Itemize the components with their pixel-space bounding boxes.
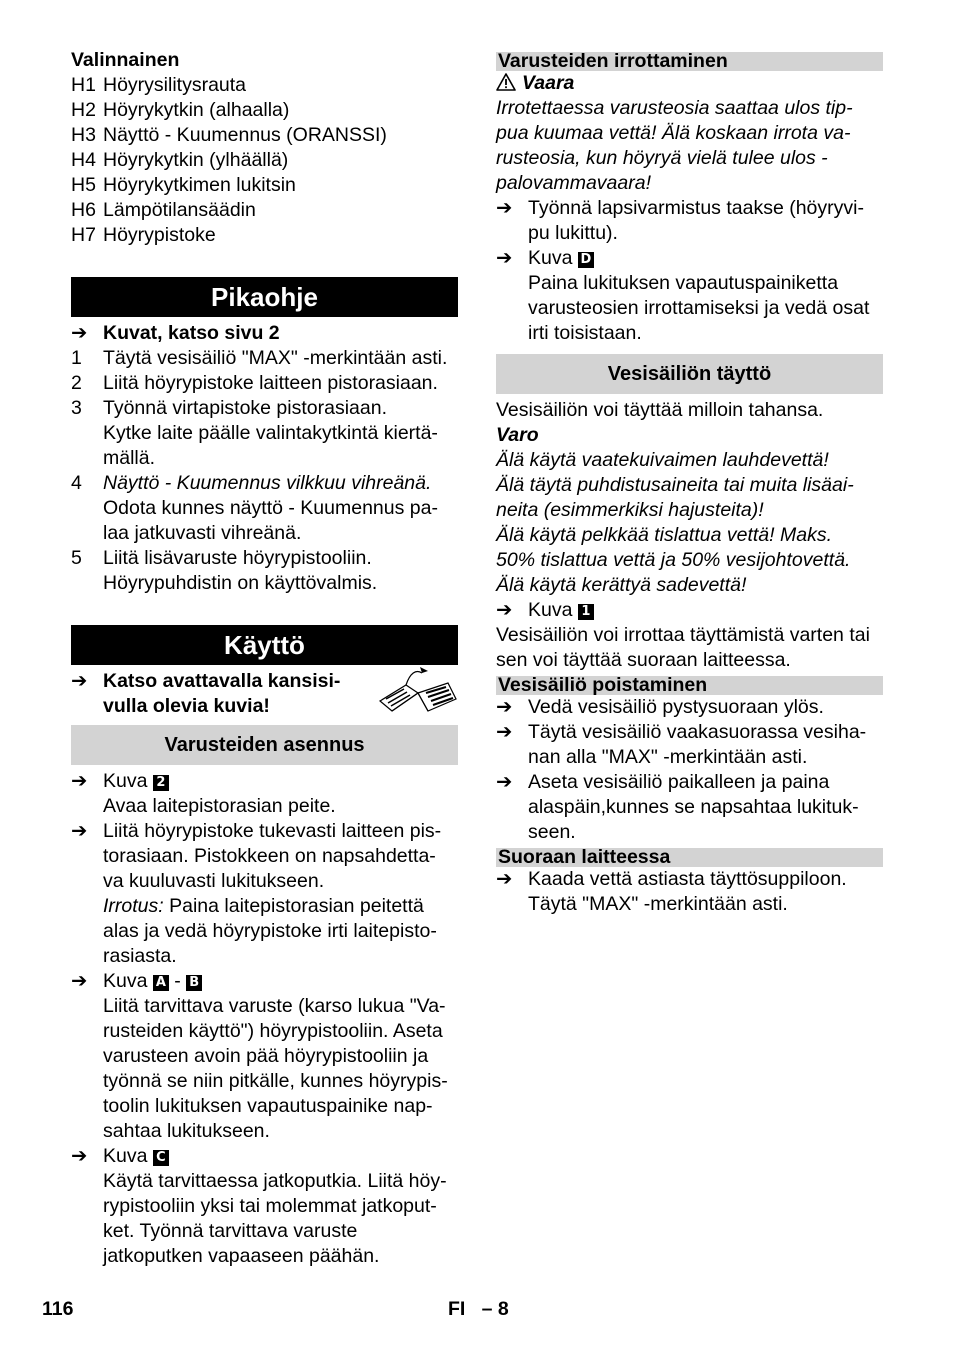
figure-reference: ➔ Kuva C (71, 1144, 458, 1169)
arrow-right-icon: ➔ (496, 247, 513, 269)
list-item: H7 Höyrypistoke (71, 224, 216, 246)
quick-step-cont: Odota kunnes näyttö - Kuumennus pa- (103, 497, 438, 519)
section-heading-attaching-accessories: Varusteiden asennus (71, 725, 458, 765)
optional-list (71, 73, 458, 248)
figure-badge: D (578, 252, 594, 268)
list-item: H4 Höyrykytkin (ylhäällä) (71, 149, 289, 171)
list-item: H1 Höyrysilitysrauta (71, 74, 247, 96)
figure-reference: ➔ Kuva D (496, 246, 883, 271)
subheading-removing-accessories: Varusteiden irrottaminen (496, 52, 883, 71)
figure-badge: 2 (153, 775, 169, 791)
section-heading-quick-guide: Pikaohje (71, 277, 458, 317)
quick-step-cont: laa jatkuvasti vihreänä. (103, 522, 302, 544)
arrow-right-icon: ➔ (496, 771, 513, 793)
operation-reference: ➔ Katso avattavalla kansisi- vulla olevia kuvia! (71, 669, 458, 719)
left-column: Valinnainen H1 Höyrysilitysrauta H2 Höyrykytkin (alhaalla) H3 Näyttö - Kuumennus (ORANSSI) H4 Höyrykytkin (ylhäällä) H5 Höyrykytkimen lukitsin H6 Lämpötilansäädin H7 Höyrypistoke Pikaohje ➔ Kuvat, katso sivu 2 1 Täytä vesisäiliö "MAX" -merkintään asti. 2 Liitä höyrypistoke laitteen pistorasiaan. 3 Työnnä virtapistoke pistorasiaan. Kytke laite päälle valintakytkintä kiertä- mällä. 4 Näyttö - Kuumennus vilkkuu vihreänä. Odota kunnes näyttö - Kuumennus pa- laa jatkuvasti vihreänä. 5 Liitä lisävaruste höyrypistooliin. Höyrypuhdistin on käyttövalmis. Käyttö ➔ Katso avattavalla kansisi- vulla olevia kuvia! Varusteiden asennus ➔ Kuva 2 Avaa laitepistorasian peite. ➔ Liitä höyrypistoke tukevasti laitteen pis- torasiaan. Pistokkeen on napsahdetta- va kuuluvasti lukitukseen. Irrotus: Paina laitepistorasian peitettä alas ja vedä höyrypistoke irti laitepisto- rasiasta. ➔ Kuva A - B Liitä tarvittava varuste (karso lukua "Va- rusteiden käyttö") höyrypistooliin. Aseta varusteen avoin pää höyrypistooliin ja työnnä se niin pitkälle, kunnes höyrypis- toolin lukituksen vapautuspainike nap- sahtaa lukitukseen. ➔ Kuva C Käytä tarvittaessa jatkoputkia. Liitä höy- rypistooliin yksi tai molemmat jatkoput- ket. Työnnä tarvittava varuste jatkoputken vapaaseen päähän. (71, 48, 458, 1269)
optional-title: Valinnainen (71, 49, 180, 71)
warning-icon (496, 73, 516, 91)
caution-label: Varo (496, 424, 539, 446)
figure-badge: 1 (578, 604, 594, 620)
arrow-right-icon: ➔ (71, 1145, 88, 1167)
quick-step: 5 Liitä lisävaruste höyrypistooliin. (71, 547, 372, 569)
quick-step: 1 Täytä vesisäiliö "MAX" -merkintään asti. (71, 347, 448, 369)
figure-badge: C (153, 1150, 169, 1166)
quick-step-cont: Kytke laite päälle valintakytkintä kiertä- (103, 422, 438, 444)
section-heading-operation: Käyttö (71, 625, 458, 665)
subheading-directly-in-device: Suoraan laitteessa (496, 848, 883, 867)
arrow-right-icon: ➔ (71, 670, 88, 692)
list-item: H2 Höyrykytkin (alhaalla) (71, 99, 290, 121)
quick-step: 4 Näyttö - Kuumennus vilkkuu vihreänä. (71, 472, 432, 494)
arrow-right-icon: ➔ (496, 599, 513, 621)
arrow-right-icon: ➔ (496, 721, 513, 743)
arrow-right-icon: ➔ (71, 322, 88, 344)
figure-reference: ➔ Kuva A - B (71, 969, 458, 994)
list-item: H5 Höyrykytkimen lukitsin (71, 174, 296, 196)
right-column: Varusteiden irrottaminen Vaara Irrotettaessa varusteosia saattaa ulos tip- pua kuumaa vettä! Älä koskaan irrota va- rusteosia, kun höyryä vielä tulee ulos - palovammavaara! ➔ Työnnä lapsivarmistus taakse (höyryvi- pu lukittu). ➔ Kuva D Paina lukituksen vapautuspainiketta varusteosien irrottamiseksi ja vedä osat irti toisistaan. Vesisäiliön täyttö Vesisäiliön voi täyttää milloin tahansa. Varo Älä käytä vaatekuivaimen lauhdevettä! Älä täytä puhdistusaineita tai muita lisäai- neita (esimmerkiksi hajusteita)! Älä käytä pelkkää tislattua vettä! Maks. 50% tislattua vettä ja 50% vesijohtovettä. Älä käytä kerättyä sadevettä! ➔ Kuva 1 Vesisäiliön voi irrottaa täyttämistä varten tai sen voi täyttää suoraan laitteessa. Vesisäiliö poistaminen ➔ Vedä vesisäiliö pystysuoraan ylös. ➔ Täytä vesisäiliö vaakasuorassa vesiha- nan alla "MAX" -merkintään asti. ➔ Aseta vesisäiliö paikalleen ja paina alaspäin,kunnes se napsahtaa lukituk- seen. Suoraan laitteessa ➔ Kaada vettä astiasta täyttösuppiloon. Täytä "MAX" -merkintään asti. (496, 48, 883, 917)
arrow-right-icon: ➔ (496, 868, 513, 890)
arrow-right-icon: ➔ (71, 820, 88, 842)
figure-badge: A (153, 975, 169, 991)
danger-label: Vaara (496, 71, 883, 96)
figure-badge: B (186, 975, 202, 991)
quick-step: 3 Työnnä virtapistoke pistorasiaan. (71, 397, 387, 419)
quick-step-cont: Höyrypuhdistin on käyttövalmis. (103, 572, 378, 594)
arrow-right-icon: ➔ (496, 696, 513, 718)
quick-step-cont: mällä. (103, 447, 156, 469)
language-page-label: FI – 8 (448, 1298, 509, 1320)
list-item: H3 Näyttö - Kuumennus (ORANSSI) (71, 124, 387, 146)
arrow-right-icon: ➔ (496, 197, 513, 219)
subheading-removing-tank: Vesisäiliö poistaminen (496, 676, 883, 695)
quick-step: 2 Liitä höyrypistoke laitteen pistorasiaan. (71, 372, 438, 394)
figure-reference: ➔ Kuva 1 (496, 598, 883, 623)
arrow-right-icon: ➔ (71, 770, 88, 792)
section-heading-filling-tank: Vesisäiliön täyttö (496, 354, 883, 394)
page-number: 116 (42, 1298, 74, 1320)
list-item: H6 Lämpötilansäädin (71, 199, 256, 221)
figure-reference: ➔ Kuva 2 (71, 769, 458, 794)
arrow-right-icon: ➔ (71, 970, 88, 992)
quick-figure-reference: ➔ Kuvat, katso sivu 2 (71, 322, 280, 344)
open-book-icon (376, 663, 458, 713)
